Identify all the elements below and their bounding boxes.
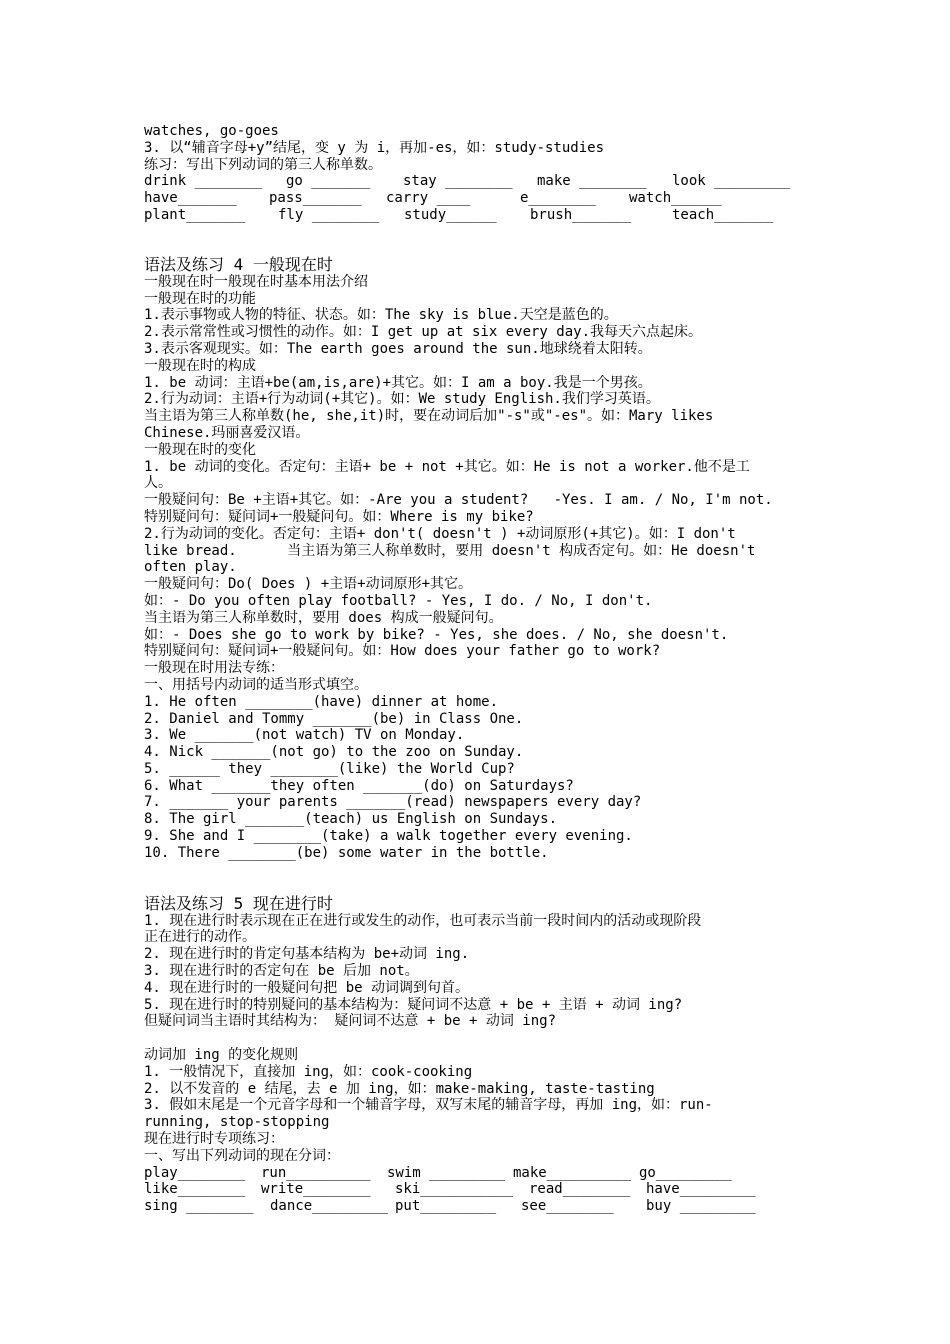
text-line: 2.行为动词的变化。否定句：主语+ don't( doesn't ) +动词原形(+其它)。如：I don't <box>144 525 736 542</box>
text-line: 特别疑问句：疑问词+一般疑问句。如：Where is my bike? <box>144 508 534 525</box>
text-line: 一般现在时的功能 <box>144 290 256 307</box>
text-line: 但疑问词当主语时其结构为： 疑问词不达意 + be + 动词 ing? <box>144 1013 557 1030</box>
text-line: 1.表示事物或人物的特征、状态。如：The sky is blue.天空是蓝色的。 <box>144 307 618 324</box>
exercise-row <box>144 207 812 224</box>
exercise-cell: teach_______ <box>672 206 774 223</box>
text-line: 2.表示常常性或习惯性的动作。如：I get up at six every day.我每天六点起床。 <box>144 324 703 341</box>
text-line: 如：- Does she go to work by bike? - Yes, she does. / No, she doesn't. <box>144 626 729 643</box>
text-line: 一般现在时用法专练： <box>144 660 284 677</box>
exercise-cell: study______ <box>404 206 497 223</box>
exercise-cell: see________ <box>521 1198 614 1215</box>
text-line: running, stop-stopping <box>144 1114 330 1131</box>
text-line: 动词加 ing 的变化规则 <box>144 1047 299 1064</box>
exercise-cell: fly ________ <box>278 206 380 223</box>
exercise-cell: have_______ <box>144 190 237 207</box>
section-5-body <box>144 913 812 1165</box>
exercise-cell: write________ <box>261 1181 371 1198</box>
text-line: like bread. 当主语为第三人称单数时，要用 doesn't 构成否定句。如：He doesn't <box>144 542 756 559</box>
exercise-item: 9. She and I ________(take) a walk together every evening. <box>144 828 633 845</box>
text-line: 一般现在时一般现在时基本用法介绍 <box>144 273 368 290</box>
exercise-cell: watch______ <box>629 190 722 207</box>
exercise-item: 7. _______ your parents _______(read) newspapers every day? <box>144 794 642 811</box>
text-line: watches, go-goes <box>144 123 279 139</box>
text-line: 人。 <box>144 475 172 492</box>
exercise-cell: run__________ <box>261 1164 371 1181</box>
text-line: 3. 现在进行时的否定句在 be 后加 not。 <box>144 963 419 980</box>
exercise-cell: stay ________ <box>403 173 513 190</box>
text-line: 当主语为第三人称单数时，要用 does 构成一般疑问句。 <box>144 609 503 626</box>
exercise-cell: go _______ <box>286 173 371 190</box>
exercise-cell: buy _________ <box>646 1198 756 1215</box>
text-line: 正在进行的动作。 <box>144 929 256 946</box>
exercise-item: 1. He often ________(have) dinner at home. <box>144 693 499 710</box>
text-line: 4. 现在进行时的一般疑问句把 be 动词调到句首。 <box>144 979 469 996</box>
text-line: 练习：写出下列动词的第三人称单数。 <box>144 156 382 173</box>
text-line: 一般现在时的变化 <box>144 441 256 458</box>
text-line: 特别疑问句：疑问词+一般疑问句。如：How does your father go to work? <box>144 643 661 660</box>
text-line: 2.行为动词：主语+行为动词(+其它)。如：We study English.我们学习英语。 <box>144 391 660 408</box>
exercise-cell: ski___________ <box>395 1181 514 1198</box>
exercise-item: 5. ______ they ________(like) the World Cup? <box>144 760 515 777</box>
exercise-item: 4. Nick _______(not go) to the zoo on Sunday. <box>144 744 524 761</box>
text-line: 一般疑问句：Be +主语+其它。如：-Are you a student? -Yes. I am. / No, I'm not. <box>144 492 773 509</box>
text-line: 2. 现在进行时的肯定句基本结构为 be+动词 ing. <box>144 946 470 963</box>
exercise-item: 6. What _______they often _______(do) on Saturdays? <box>144 777 574 794</box>
exercise-cell: look _________ <box>672 173 791 190</box>
exercise-row <box>144 1165 812 1182</box>
text-line: 3.表示客观现实。如：The earth goes around the sun.地球绕着太阳转。 <box>144 340 652 357</box>
exercise-row <box>144 173 812 190</box>
exercise-cell: have_________ <box>646 1181 756 1198</box>
exercise-cell: play________ <box>144 1164 246 1181</box>
section-4-body <box>144 274 812 862</box>
exercise-cell: dance_________ <box>270 1198 389 1215</box>
blank-line <box>144 1030 812 1047</box>
exercise-item: 8. The girl _______(teach) us English on Sundays. <box>144 811 558 828</box>
text-line: often play. <box>144 559 237 576</box>
text-line: 如：- Do you often play football? - Yes, I do. / No, I don't. <box>144 592 653 609</box>
exercise-item: 3. We _______(not watch) TV on Monday. <box>144 727 465 744</box>
text-line: 3. 以“辅音字母+y”结尾，变 y 为 i，再加-es，如：study-studies <box>144 139 605 156</box>
text-line: 1. 一般情况下，直接加 ing，如：cook-cooking <box>144 1063 473 1080</box>
document-content <box>144 123 812 1215</box>
text-line: 一般疑问句：Do( Does ) +主语+动词原形+其它。 <box>144 576 473 593</box>
exercise-item: 10. There ________(be) some water in the bottle. <box>144 844 549 861</box>
exercise-cell: read________ <box>529 1181 631 1198</box>
exercise-item: 2. Daniel and Tommy _______(be) in Class One. <box>144 710 524 727</box>
exercise-row <box>144 190 812 207</box>
text-line: 3. 假如末尾是一个元音字母和一个辅音字母，双写末尾的辅音字母，再加 ing，如：run- <box>144 1097 713 1114</box>
exercise-cell: drink ________ <box>144 173 263 190</box>
text-line: 5. 现在进行时的特别疑问的基本结构为：疑问词不达意 + be + 主语 + 动词 ing? <box>144 996 683 1013</box>
exercise-grid-third-person <box>144 173 812 223</box>
text-line: 1. 现在进行时表示现在正在进行或发生的动作，也可表示当前一段时间内的活动或现阶段 <box>144 912 702 929</box>
exercise-grid-present-participle <box>144 1165 812 1215</box>
text-line: 当主语为第三人称单数(he, she,it)时，要在动词后加"-s"或"-es"。如：Mary likes <box>144 408 714 425</box>
text-line: 一、用括号内动词的适当形式填空。 <box>144 676 368 693</box>
exercise-cell: put_________ <box>395 1198 497 1215</box>
exercise-cell: sing ________ <box>144 1198 254 1215</box>
text-line: 1. be 动词：主语+be(am,is,are)+其它。如：I am a boy.我是一个男孩。 <box>144 374 652 391</box>
text-line: Chinese.玛丽喜爱汉语。 <box>144 424 310 441</box>
exercise-cell: like________ <box>144 1181 246 1198</box>
exercise-cell: go_________ <box>639 1164 732 1181</box>
exercise-cell: make__________ <box>513 1164 632 1181</box>
exercise-row <box>144 1198 812 1215</box>
exercise-cell: make ________ <box>537 173 647 190</box>
exercise-cell: swim _________ <box>387 1164 506 1181</box>
exercise-cell: e________ <box>520 190 596 207</box>
exercise-cell: plant_______ <box>144 206 246 223</box>
section-heading-5: 语法及练习 5 现在进行时 <box>144 893 333 913</box>
text-line: 一般现在时的构成 <box>144 357 256 374</box>
text-line: 2. 以不发音的 e 结尾，去 e 加 ing，如：make-making, taste-tasting <box>144 1080 655 1097</box>
exercise-cell: carry ____ <box>386 190 471 207</box>
text-line: 1. be 动词的变化。否定句：主语+ be + not +其它。如：He is not a worker.他不是工 <box>144 458 750 475</box>
section-heading-4: 语法及练习 4 一般现在时 <box>144 254 333 274</box>
text-line: 现在进行时专项练习： <box>144 1131 284 1148</box>
exercise-row <box>144 1181 812 1198</box>
exercise-cell: brush_______ <box>530 206 632 223</box>
exercise-cell: pass_______ <box>269 190 362 207</box>
text-line: 一、写出下列动词的现在分词： <box>144 1147 340 1164</box>
